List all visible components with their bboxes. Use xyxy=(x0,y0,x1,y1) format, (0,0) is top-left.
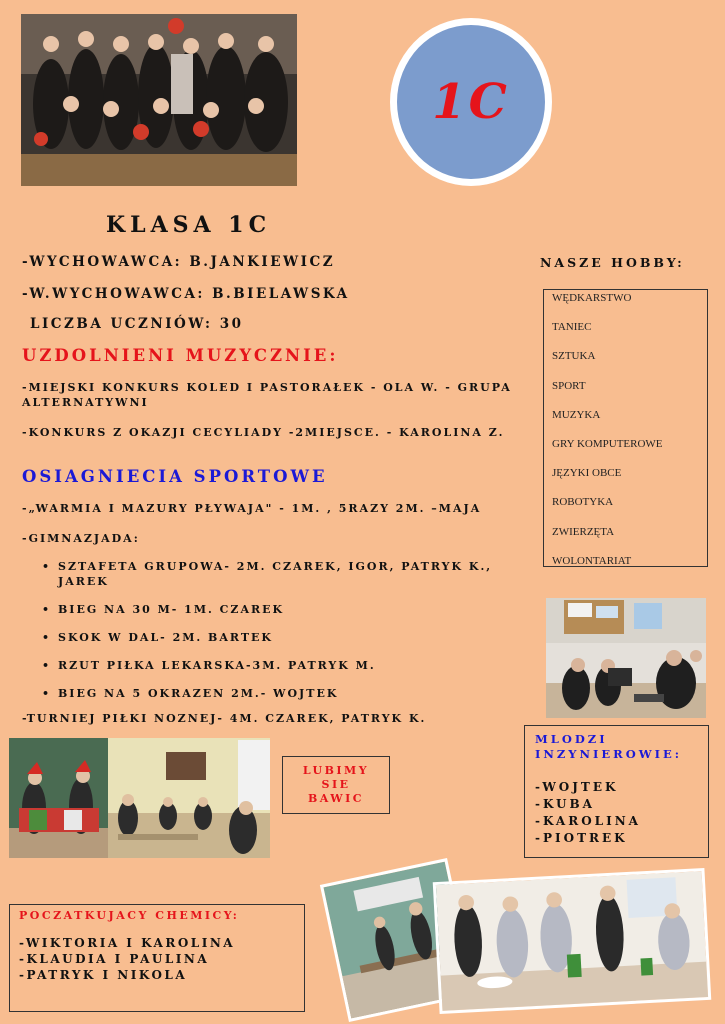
hobby-title: NASZE HOBBY: xyxy=(540,255,685,270)
class-group-photo xyxy=(21,14,297,186)
list-item: -KAROLINA xyxy=(535,814,641,828)
lubimy-line-2: SIE xyxy=(321,778,351,791)
chemists-heading: POCZATKUJACY CHEMICY: xyxy=(19,909,240,922)
hobby-item: ROBOTYKA xyxy=(552,496,614,509)
hobby-item: TANIEC xyxy=(552,321,592,334)
hobby-item: JĘZYKI OBCE xyxy=(552,467,622,480)
bullet-icon: • xyxy=(42,631,52,644)
hobby-item: SZTUKA xyxy=(552,350,596,363)
gimnazjada-list xyxy=(42,559,542,714)
music-item-1: -MIEJSKI KONKURS KOLED I PASTORAŁEK - OLA W. - GRUPA ALTERNATYWNI xyxy=(22,381,512,409)
christmas-photo-2 xyxy=(108,738,270,858)
hobby-item: ZWIERZĘTA xyxy=(552,525,615,538)
teacher-line: -WYCHOWAWCA: B.JANKIEWICZ xyxy=(22,254,336,270)
lubimy-box xyxy=(282,756,390,814)
lubimy-line-3: BAWIC xyxy=(307,792,365,805)
bullet-icon: • xyxy=(42,603,52,616)
list-item-text: BIEG NA 30 M- 1M. CZAREK xyxy=(58,603,285,616)
hobby-item: WOLONTARIAT xyxy=(552,554,632,567)
engineers-heading: MLODZI INZYNIEROWIE: xyxy=(535,732,683,761)
list-item xyxy=(42,686,542,701)
list-item xyxy=(42,559,542,589)
list-item: -WIKTORIA I KAROLINA xyxy=(19,936,236,950)
hobby-item: WĘDKARSTWO xyxy=(552,292,632,304)
list-item-text: BIEG NA 5 OKRAZEN 2M.- WOJTEK xyxy=(58,687,339,700)
list-item: -KUBA xyxy=(535,797,595,811)
lubimy-line-1: LUBIMY xyxy=(302,764,370,777)
list-item xyxy=(42,658,542,673)
list-item xyxy=(42,602,542,617)
co-teacher-line: -W.WYCHOWAWCA: B.BIELAWSKA xyxy=(22,286,350,302)
bullet-icon: • xyxy=(42,659,52,672)
chemistry-photo-2 xyxy=(433,868,712,1014)
bullet-icon: • xyxy=(42,560,52,573)
bullet-icon: • xyxy=(42,687,52,700)
students-count: LICZBA UCZNIÓW: 30 xyxy=(30,316,244,332)
sports-line-3: -TURNIEJ PIŁKI NOZNEJ- 4M. CZAREK, PATRYK K. xyxy=(22,712,427,725)
christmas-photo-1 xyxy=(9,738,108,858)
class-badge xyxy=(390,18,552,186)
list-item-text: SKOK W DAL- 2M. BARTEK xyxy=(58,631,273,644)
sports-line-2: -GIMNAZJADA: xyxy=(22,532,140,545)
list-item-text: RZUT PIŁKA LEKARSKA-3M. PATRYK M. xyxy=(58,659,376,672)
list-item: -PATRYK I NIKOLA xyxy=(19,968,188,982)
chemists-box xyxy=(9,904,305,1012)
hobby-list xyxy=(543,289,708,567)
hobby-item: GRY KOMPUTEROWE xyxy=(552,437,663,450)
list-item-text: SZTAFETA GRUPOWA- 2M. CZAREK, IGOR, PATRYK K., JAREK xyxy=(58,560,493,588)
hobby-item: MUZYKA xyxy=(552,408,601,421)
list-item: -KLAUDIA I PAULINA xyxy=(19,952,210,966)
list-item: -WOJTEK xyxy=(535,780,619,794)
list-item xyxy=(42,630,542,645)
hobby-item: SPORT xyxy=(552,379,586,392)
list-item: -PIOTREK xyxy=(535,831,628,845)
engineers-box xyxy=(524,725,709,858)
page-title: KLASA 1C xyxy=(106,212,272,238)
robotics-photo xyxy=(546,598,706,718)
music-item-2: -KONKURS Z OKAZJI CECYLIADY -2MIEJSCE. - KAROLINA Z. xyxy=(22,426,505,439)
sports-line-1: -„WARMIA I MAZURY PŁYWAJA" - 1M. , 5RAZY 2M. –MAJA xyxy=(22,502,482,515)
music-heading: UZDOLNIENI MUZYCZNIE: xyxy=(22,346,339,365)
badge-text: 1C xyxy=(432,74,510,130)
sports-heading: OSIAGNIECIA SPORTOWE xyxy=(22,467,328,486)
